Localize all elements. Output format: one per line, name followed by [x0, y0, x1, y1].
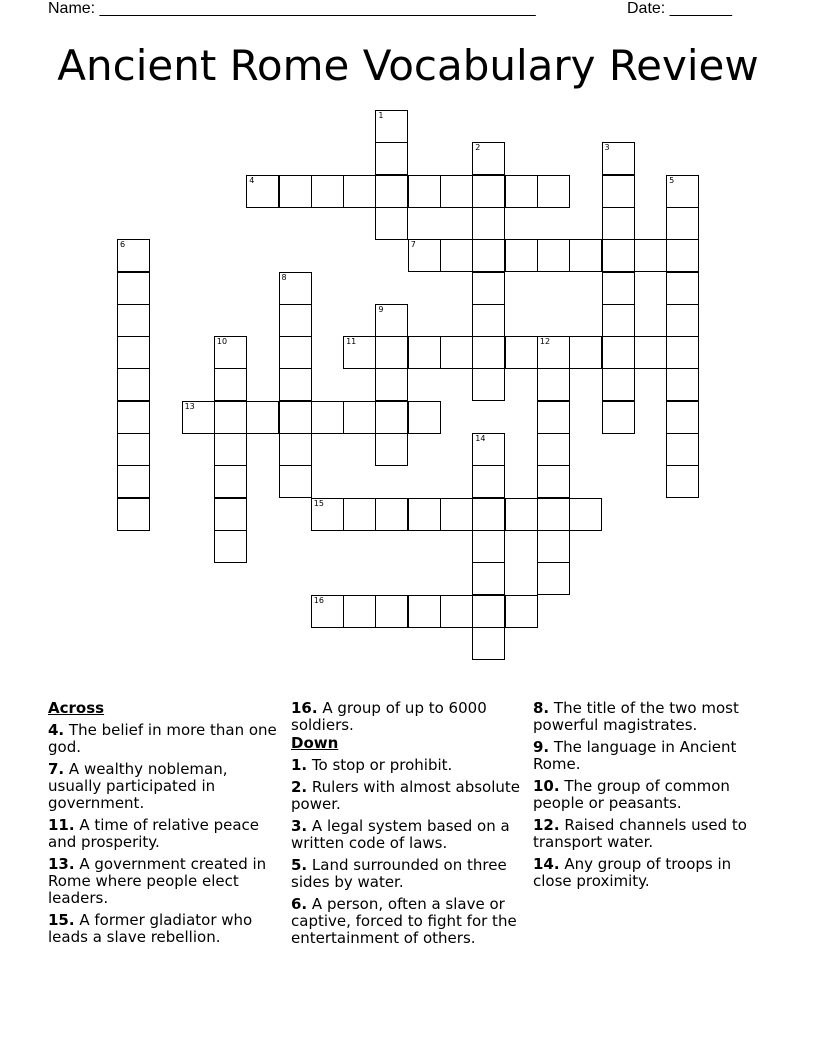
clue-number: 2.: [291, 778, 308, 796]
cell-number: 12: [539, 337, 551, 347]
crossword-cell[interactable]: [472, 498, 505, 531]
crossword-cell[interactable]: [472, 433, 505, 466]
crossword-cell[interactable]: [440, 336, 473, 369]
cell-number: 14: [475, 434, 486, 443]
crossword-cell[interactable]: [343, 498, 376, 531]
clue-text: Rulers with almost absolute power.: [291, 778, 521, 813]
clues-column-3: [533, 700, 768, 895]
clue-text: A time of relative peace and prosperity.: [48, 816, 260, 851]
crossword-cell[interactable]: [440, 239, 473, 272]
name-field-label: Name: _________________________________________________: [48, 0, 536, 17]
crossword-cell[interactable]: [602, 239, 635, 272]
crossword-cell[interactable]: [279, 304, 312, 337]
crossword-cell[interactable]: [537, 239, 570, 272]
crossword-cell[interactable]: [214, 401, 247, 434]
clue-number: 11.: [48, 816, 75, 834]
clue-text: The language in Ancient Rome.: [533, 738, 737, 773]
crossword-cell[interactable]: [408, 498, 441, 531]
crossword-cell[interactable]: [408, 239, 441, 272]
crossword-cell[interactable]: [472, 336, 505, 369]
crossword-cell[interactable]: [182, 401, 215, 434]
crossword-cell[interactable]: [666, 207, 699, 240]
crossword-cell[interactable]: [375, 368, 408, 401]
clue-text: A former gladiator who leads a slave rebellion.: [48, 911, 253, 946]
crossword-cell[interactable]: [375, 433, 408, 466]
crossword-cell[interactable]: [602, 304, 635, 337]
clue-item: [48, 856, 283, 907]
crossword-cell[interactable]: [343, 175, 376, 208]
cell-number: 15: [313, 498, 324, 508]
cell-number: 11: [346, 337, 357, 347]
crossword-cell[interactable]: [375, 304, 408, 337]
crossword-cell[interactable]: [472, 530, 505, 563]
crossword-cell[interactable]: [279, 368, 312, 401]
crossword-cell[interactable]: [666, 368, 699, 401]
clue-number: 9.: [533, 738, 550, 756]
crossword-cell[interactable]: [279, 336, 312, 369]
crossword-cell[interactable]: [666, 272, 699, 305]
crossword-cell[interactable]: [117, 465, 150, 498]
clue-number: 1.: [291, 756, 308, 774]
crossword-cell[interactable]: [117, 368, 150, 401]
crossword-cell[interactable]: [279, 433, 312, 466]
cell-number: 4: [249, 175, 255, 185]
crossword-cell[interactable]: [666, 433, 699, 466]
crossword-cell[interactable]: [375, 595, 408, 628]
clue-item: [48, 817, 283, 851]
clue-item: [291, 779, 526, 813]
crossword-cell[interactable]: [634, 336, 667, 369]
crossword-cell[interactable]: [472, 272, 505, 305]
clues-column-2: [291, 700, 526, 952]
clue-text: The group of common people or peasants.: [533, 777, 730, 812]
cell-number: 5: [669, 175, 675, 185]
crossword-cell[interactable]: [472, 304, 505, 337]
clue-number: 10.: [533, 777, 560, 795]
crossword-cell[interactable]: [666, 239, 699, 272]
clue-number: 8.: [533, 699, 550, 717]
crossword-cell[interactable]: [666, 336, 699, 369]
crossword-cell[interactable]: [666, 304, 699, 337]
clue-number: 7.: [48, 760, 65, 778]
crossword-cell[interactable]: [375, 110, 408, 143]
clue-text: A group of up to 6000 soldiers.: [291, 699, 487, 734]
cell-number: 8: [281, 272, 287, 282]
crossword-cell[interactable]: [408, 401, 441, 434]
crossword-cell[interactable]: [214, 465, 247, 498]
clue-item: [291, 857, 526, 891]
crossword-cell[interactable]: [375, 498, 408, 531]
clue-item: [291, 896, 526, 947]
crossword-cell[interactable]: [343, 401, 376, 434]
crossword-cell[interactable]: [117, 498, 150, 531]
crossword-cell[interactable]: [537, 368, 570, 401]
crossword-cell[interactable]: [279, 465, 312, 498]
crossword-cell[interactable]: [214, 368, 247, 401]
clue-item: [48, 761, 283, 812]
clue-item: [291, 818, 526, 852]
crossword-cell[interactable]: [602, 207, 635, 240]
clue-text: Any group of troops in close proximity.: [533, 855, 732, 890]
crossword-cell[interactable]: [602, 175, 635, 208]
crossword-cell[interactable]: [537, 175, 570, 208]
crossword-cell[interactable]: [472, 465, 505, 498]
crossword-cell[interactable]: [408, 336, 441, 369]
crossword-cell[interactable]: [666, 465, 699, 498]
crossword-cell[interactable]: [117, 336, 150, 369]
crossword-cell[interactable]: [472, 142, 505, 175]
clue-text: A government created in Rome where people elect leaders.: [48, 855, 267, 907]
clue-number: 13.: [48, 855, 75, 873]
crossword-cell[interactable]: [537, 336, 570, 369]
crossword-cell[interactable]: [569, 239, 602, 272]
across-header: Across: [48, 699, 105, 717]
clue-text: A legal system based on a written code of laws.: [291, 817, 510, 852]
crossword-cell[interactable]: [602, 336, 635, 369]
clue-text: Land surrounded on three sides by water.: [291, 856, 507, 891]
crossword-cell[interactable]: [214, 336, 247, 369]
crossword-cell[interactable]: [117, 433, 150, 466]
cell-number: 10: [216, 337, 228, 347]
crossword-cell[interactable]: [117, 401, 150, 434]
crossword-cell[interactable]: [214, 498, 247, 531]
crossword-cell[interactable]: [375, 175, 408, 208]
crossword-cell[interactable]: [246, 175, 279, 208]
crossword-cell[interactable]: [311, 401, 344, 434]
clue-item: [533, 739, 768, 773]
crossword-cell[interactable]: [602, 368, 635, 401]
clue-item: [533, 700, 768, 734]
crossword-cell[interactable]: [634, 239, 667, 272]
crossword-cell[interactable]: [505, 239, 538, 272]
clue-text: To stop or prohibit.: [307, 756, 453, 774]
cell-number: 16: [313, 595, 324, 605]
clue-item: [291, 757, 526, 774]
cell-number: 13: [184, 401, 195, 411]
clue-item: [533, 856, 768, 890]
crossword-cell[interactable]: [117, 239, 150, 272]
crossword-cell[interactable]: [343, 595, 376, 628]
crossword-cell[interactable]: [311, 175, 344, 208]
page-title: Ancient Rome Vocabulary Review: [57, 41, 759, 90]
crossword-cell[interactable]: [279, 401, 312, 434]
clue-item: [533, 778, 768, 812]
clue-text: The title of the two most powerful magistrates.: [533, 699, 739, 734]
crossword-cell[interactable]: [537, 498, 570, 531]
across-clue-list-continued: [291, 700, 526, 734]
crossword-cell[interactable]: [375, 142, 408, 175]
cell-number: 3: [604, 143, 610, 153]
crossword-cell[interactable]: [537, 433, 570, 466]
clue-number: 5.: [291, 856, 308, 874]
crossword-cell[interactable]: [311, 595, 344, 628]
crossword-cell[interactable]: [214, 433, 247, 466]
crossword-cell[interactable]: [279, 175, 312, 208]
crossword-cell[interactable]: [246, 401, 279, 434]
crossword-cell[interactable]: [472, 175, 505, 208]
cell-number: 2: [475, 143, 481, 153]
down-clue-list: [291, 757, 526, 947]
down-header: Down: [291, 734, 339, 752]
crossword-cell[interactable]: [214, 530, 247, 563]
date-field-label: Date: _______: [627, 0, 732, 17]
crossword-cell[interactable]: [602, 142, 635, 175]
crossword-cell[interactable]: [505, 175, 538, 208]
clue-text: The belief in more than one god.: [48, 721, 277, 756]
crossword-cell[interactable]: [472, 562, 505, 595]
crossword-cell[interactable]: [537, 530, 570, 563]
crossword-cell[interactable]: [117, 304, 150, 337]
clue-item: [48, 722, 283, 756]
clue-text: Raised channels used to transport water.: [533, 816, 747, 851]
crossword-cell[interactable]: [472, 595, 505, 628]
crossword-cell[interactable]: [537, 562, 570, 595]
clue-number: 3.: [291, 817, 308, 835]
clue-number: 15.: [48, 911, 75, 929]
crossword-cell[interactable]: [472, 627, 505, 660]
across-clue-list: [48, 722, 283, 946]
clue-item: [48, 912, 283, 946]
crossword-cell[interactable]: [537, 401, 570, 434]
crossword-cell[interactable]: [408, 595, 441, 628]
crossword-cell[interactable]: [311, 498, 344, 531]
crossword-cell[interactable]: [279, 272, 312, 305]
clue-number: 14.: [533, 855, 560, 873]
clue-text: A person, often a slave or captive, forced to fight for the entertainment of others.: [291, 895, 517, 947]
crossword-cell[interactable]: [117, 272, 150, 305]
crossword-cell[interactable]: [602, 272, 635, 305]
crossword-cell[interactable]: [666, 401, 699, 434]
crossword-cell[interactable]: [440, 175, 473, 208]
clue-text: A wealthy nobleman, usually participated in government.: [48, 760, 228, 812]
crossword-cell[interactable]: [375, 207, 408, 240]
crossword-cell[interactable]: [375, 336, 408, 369]
crossword-cell[interactable]: [569, 498, 602, 531]
crossword-cell[interactable]: [472, 207, 505, 240]
crossword-cell[interactable]: [343, 336, 376, 369]
crossword-cell[interactable]: [505, 498, 538, 531]
crossword-cell[interactable]: [408, 175, 441, 208]
crossword-cell[interactable]: [505, 336, 538, 369]
clue-item: [291, 700, 526, 734]
crossword-cell[interactable]: [569, 336, 602, 369]
cell-number: 1: [378, 111, 384, 120]
clue-number: 12.: [533, 816, 560, 834]
cell-number: 7: [410, 240, 416, 250]
down-clue-list-continued: [533, 700, 768, 890]
crossword-cell[interactable]: [602, 401, 635, 434]
clues-column-1: [48, 700, 283, 951]
cell-number: 6: [120, 240, 126, 250]
crossword-cell[interactable]: [537, 465, 570, 498]
crossword-cell[interactable]: [440, 595, 473, 628]
clue-item: [533, 817, 768, 851]
crossword-cell[interactable]: [472, 368, 505, 401]
crossword-cell[interactable]: [472, 239, 505, 272]
clue-number: 4.: [48, 721, 65, 739]
crossword-cell[interactable]: [505, 595, 538, 628]
crossword-cell[interactable]: [666, 175, 699, 208]
crossword-cell[interactable]: [440, 498, 473, 531]
cell-number: 9: [378, 304, 384, 314]
crossword-cell[interactable]: [375, 401, 408, 434]
clue-number: 6.: [291, 895, 308, 913]
clue-number: 16.: [291, 699, 318, 717]
